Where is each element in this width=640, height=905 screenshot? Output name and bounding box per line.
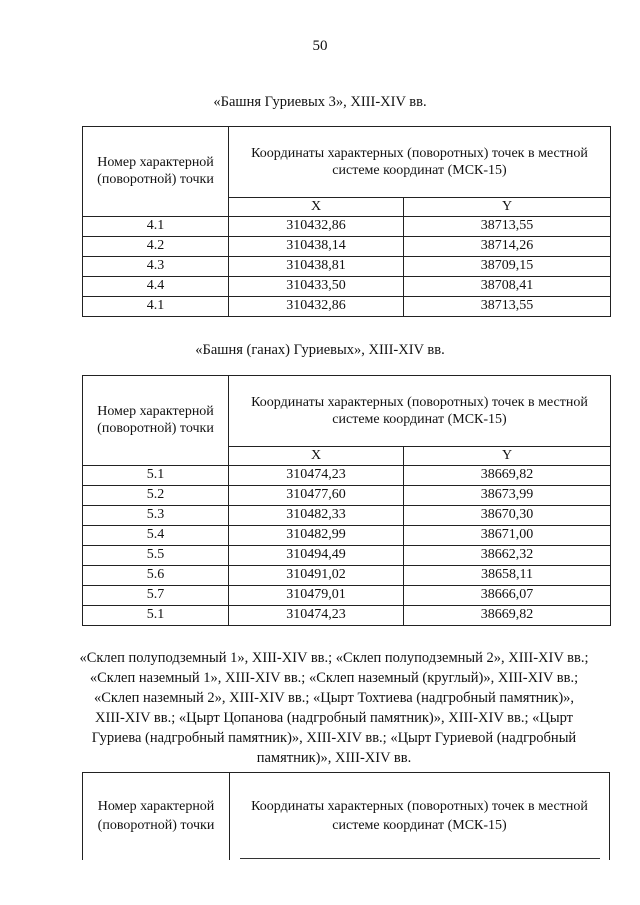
y-cell: 38666,07	[404, 585, 611, 605]
page-number: 50	[312, 38, 328, 54]
y-header: Y	[404, 447, 611, 466]
point-header: Номер характерной (поворотной) точки	[83, 127, 229, 217]
x-cell: 310474,23	[229, 465, 404, 485]
y-cell: 38662,32	[404, 545, 611, 565]
x-cell: 310438,81	[229, 256, 404, 276]
coords-header: Координаты характерных (поворотных) точек в местной системе координат (МСК-15)	[229, 127, 611, 198]
y-header: Y	[404, 198, 611, 217]
y-cell: 38658,11	[404, 565, 611, 585]
y-cell: 38714,26	[404, 236, 611, 256]
x-cell: 310474,23	[229, 605, 404, 625]
x-cell: 310494,49	[229, 545, 404, 565]
table-row	[83, 505, 611, 525]
x-cell: 310491,02	[229, 565, 404, 585]
point-header: Номер характерной (поворотной) точки	[83, 376, 229, 466]
table-row	[83, 216, 611, 236]
coords-header: Координаты характерных (поворотных) точек в местной системе координат (МСК-15)	[251, 799, 588, 833]
x-cell: 310477,60	[229, 485, 404, 505]
x-cell: 310433,50	[229, 276, 404, 296]
coordinates-table-3	[82, 772, 610, 860]
x-cell: 310479,01	[229, 585, 404, 605]
y-cell: 38708,41	[404, 276, 611, 296]
coordinates-table-2	[82, 375, 611, 626]
x-cell: 310438,14	[229, 236, 404, 256]
x-cell: 310432,86	[229, 296, 404, 316]
y-cell: 38670,30	[404, 505, 611, 525]
table2-title: «Башня (ганах) Гуриевых», XIII-XIV вв.	[195, 342, 445, 358]
coordinates-table-1	[82, 126, 611, 317]
point-cell: 4.3	[83, 256, 229, 276]
table-row	[83, 545, 611, 565]
x-cell: 310482,99	[229, 525, 404, 545]
table-row	[83, 525, 611, 545]
x-cell: 310482,33	[229, 505, 404, 525]
table-row	[83, 565, 611, 585]
table1-title: «Башня Гуриевых 3», XIII-XIV вв.	[213, 94, 427, 110]
table-row	[83, 585, 611, 605]
point-cell: 5.7	[83, 585, 229, 605]
y-cell: 38671,00	[404, 525, 611, 545]
point-cell: 5.3	[83, 505, 229, 525]
table-row	[83, 465, 611, 485]
table-row	[83, 296, 611, 316]
point-header: Номер характерной (поворотной) точки	[83, 773, 230, 860]
point-cell: 5.5	[83, 545, 229, 565]
table-row	[83, 605, 611, 625]
table-row	[83, 236, 611, 256]
point-cell: 5.2	[83, 485, 229, 505]
x-header: X	[229, 198, 404, 217]
y-cell: 38669,82	[404, 605, 611, 625]
point-cell: 4.1	[83, 216, 229, 236]
y-cell: 38673,99	[404, 485, 611, 505]
table-row	[83, 256, 611, 276]
bottom-rule	[240, 858, 600, 859]
y-cell: 38669,82	[404, 465, 611, 485]
y-cell: 38709,15	[404, 256, 611, 276]
point-cell: 5.1	[83, 465, 229, 485]
point-cell: 4.4	[83, 276, 229, 296]
point-cell: 5.1	[83, 605, 229, 625]
point-cell: 4.2	[83, 236, 229, 256]
point-cell: 5.6	[83, 565, 229, 585]
coords-header: Координаты характерных (поворотных) точек в местной системе координат (МСК-15)	[229, 376, 611, 447]
point-cell: 4.1	[83, 296, 229, 316]
y-cell: 38713,55	[404, 296, 611, 316]
table-row	[83, 485, 611, 505]
y-cell: 38713,55	[404, 216, 611, 236]
table-row	[83, 276, 611, 296]
objects-list-paragraph: «Склеп полуподземный 1», XIII-XIV вв.; «Склеп полуподземный 2», XIII-XIV вв.; «Склеп наземный 1», XIII-XIV вв.; «Склеп наземный (круглый)», XIII-XIV вв.; «Склеп наземный 2», XIII-XIV вв.; «Цырт Тохтиева (надгробный памятник)», XIII-XIV вв.; «Цырт Цопанова (надгробный памятник)», XIII-XIV вв.; «Цырт Гуриева (надгробный памятник)», XIII-XIV вв.; «Цырт Гуриевой (надгробный памятник)», XIII-XIV вв.	[79, 650, 589, 766]
x-cell: 310432,86	[229, 216, 404, 236]
point-cell: 5.4	[83, 525, 229, 545]
x-header: X	[229, 447, 404, 466]
